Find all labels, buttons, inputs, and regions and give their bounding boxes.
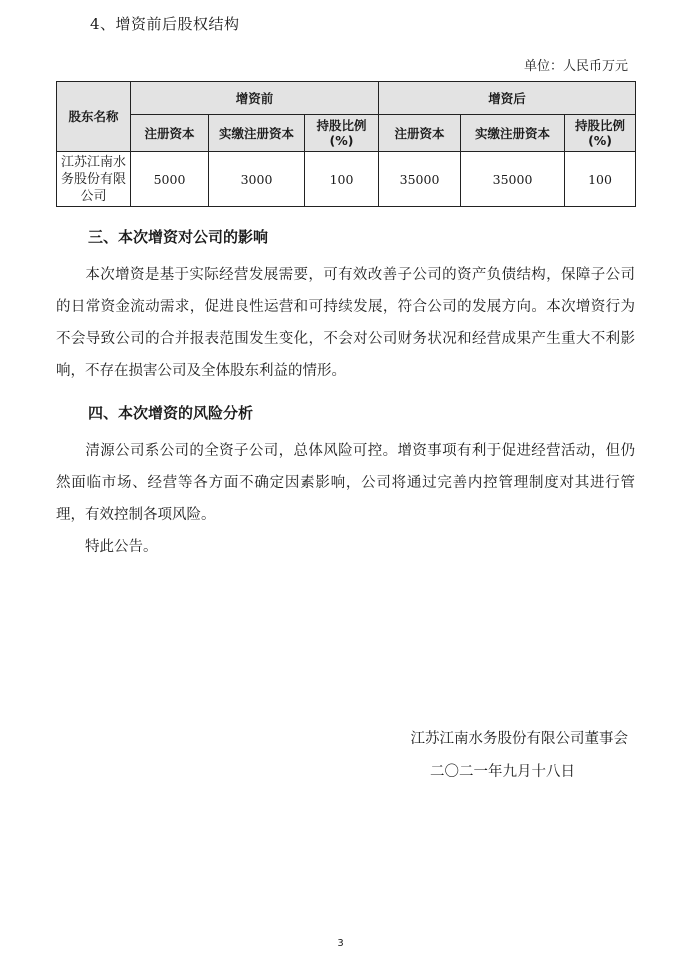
section-4-body: 清源公司系公司的全资子公司，总体风险可控。增资事项有利于促进经营活动，但仍然面临市场、经营等各方面不确定因素影响，公司将通过完善内控管理制度对其进行管理，有效控制各项风险。 xyxy=(56,443,635,523)
table-row xyxy=(57,152,636,207)
subsection-heading: 4、增资前后股权结构 xyxy=(90,15,240,33)
section-4-paragraph xyxy=(56,435,635,531)
header-after-registered-capital: 注册资本 xyxy=(379,115,461,152)
closing-paragraph xyxy=(56,531,635,563)
header-shareholder-name: 股东名称 xyxy=(57,82,131,152)
header-before-paid-capital: 实缴注册资本 xyxy=(209,115,305,152)
signature-board: 江苏江南水务股份有限公司董事会 xyxy=(410,731,628,747)
header-after-ratio: 持股比例(%) xyxy=(565,115,636,152)
header-after-capital-increase: 增资后 xyxy=(379,82,636,115)
cell-before-registered: 5000 xyxy=(131,152,209,207)
page-number: 3 xyxy=(337,938,344,949)
currency-unit-note: 单位：人民币万元 xyxy=(523,59,628,74)
table-header-row xyxy=(57,82,636,115)
section-3-title: 三、本次增资对公司的影响 xyxy=(88,228,269,246)
header-before-ratio: 持股比例(%) xyxy=(305,115,379,152)
header-before-capital-increase: 增资前 xyxy=(131,82,379,115)
table-subheader-row xyxy=(57,115,636,152)
section-3-body: 本次增资是基于实际经营发展需要，可有效改善子公司的资产负债结构，保障子公司的日常资金流动需求，促进良性运营和可持续发展，符合公司的发展方向。本次增资行为不会导致公司的合并报表范围发生变化，不会对公司财务状况和经营成果产生重大不利影响，不存在损害公司及全体股东利益的情形。 xyxy=(56,267,635,379)
signature-date: 二〇二一年九月十八日 xyxy=(430,764,575,780)
section-4-title: 四、本次增资的风险分析 xyxy=(88,404,254,422)
section-3-paragraph xyxy=(56,259,635,387)
cell-before-ratio: 100 xyxy=(305,152,379,207)
closing-text: 特此公告。 xyxy=(85,539,158,555)
header-before-registered-capital: 注册资本 xyxy=(131,115,209,152)
cell-shareholder: 江苏江南水务股份有限公司 xyxy=(57,152,131,207)
cell-after-registered: 35000 xyxy=(379,152,461,207)
header-after-paid-capital: 实缴注册资本 xyxy=(461,115,565,152)
cell-after-paid: 35000 xyxy=(461,152,565,207)
cell-after-ratio: 100 xyxy=(565,152,636,207)
equity-structure-table xyxy=(56,81,636,207)
cell-before-paid: 3000 xyxy=(209,152,305,207)
